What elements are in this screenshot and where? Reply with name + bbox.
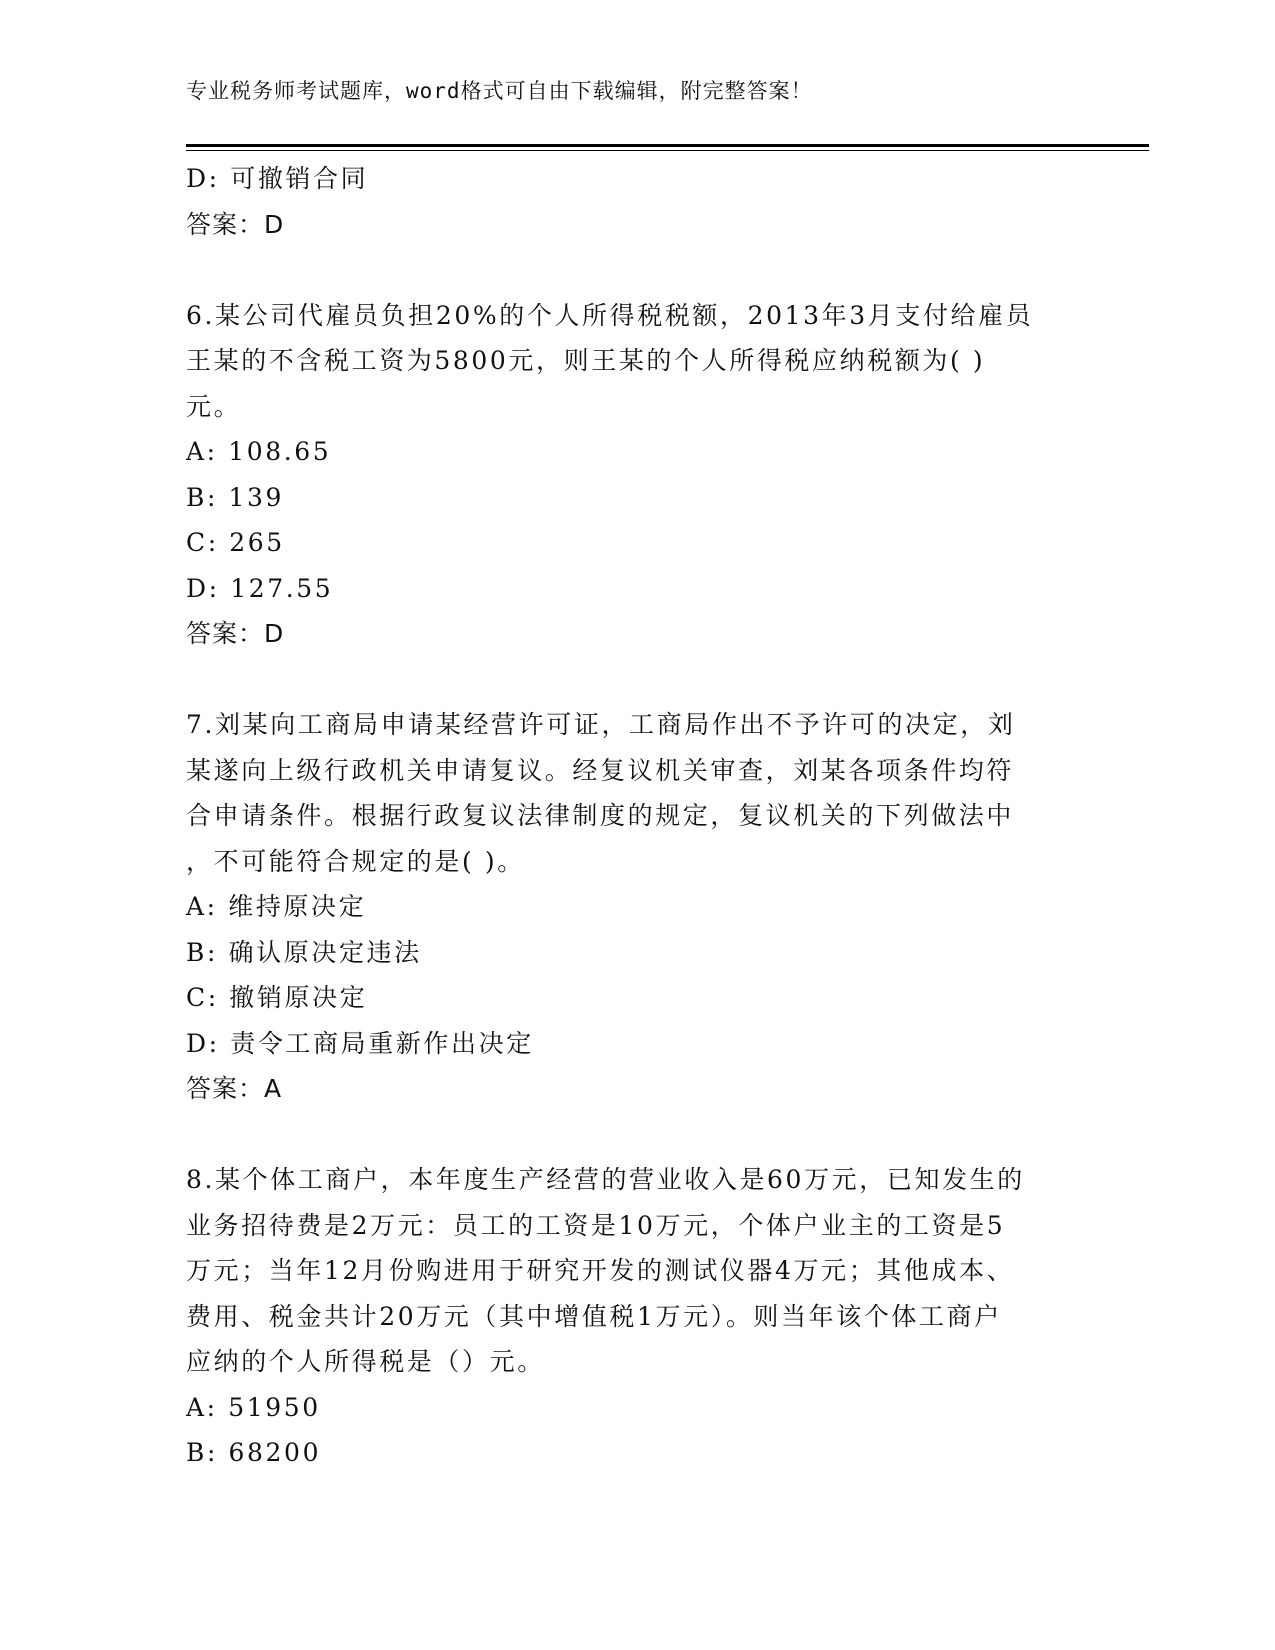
- document-body: [186, 156, 1086, 1476]
- question-text-line: 元。: [186, 391, 242, 421]
- spacer: [186, 247, 1086, 293]
- option-b: B: 139: [186, 482, 285, 512]
- option-b: B: 确认原决定违法: [186, 937, 422, 967]
- option-a: A: 108.65: [186, 437, 332, 466]
- question-text-line: 8.某个体工商户，本年度生产经营的营业收入是60万元，已知发生的: [186, 1165, 1025, 1194]
- question-text-line: 合申请条件。根据行政复议法律制度的规定，复议机关的下列做法中: [186, 801, 1015, 830]
- question-7: [186, 702, 1086, 1112]
- question-text-line: ，不可能符合规定的是( )。: [186, 846, 525, 876]
- option-d: D: 责令工商局重新作出决定: [186, 1028, 534, 1058]
- page-header: 专业税务师考试题库，word格式可自由下载编辑，附完整答案！: [186, 79, 813, 103]
- question-text-line: 王某的不含税工资为5800元，则王某的个人所得税应纳税额为( ): [186, 346, 986, 375]
- question-text-line: 万元；当年12月份购进用于研究开发的测试仪器4万元；其他成本、: [186, 1256, 1015, 1285]
- question-text-line: 业务招待费是2万元：员工的工资是10万元，个体户业主的工资是5: [186, 1210, 1006, 1240]
- spacer: [186, 657, 1086, 703]
- answer-line: 答案：A: [186, 1074, 283, 1103]
- question-text-line: 7.刘某向工商局申请某经营许可证，工商局作出不予许可的决定，刘: [186, 710, 1016, 739]
- header-rule-thick: [186, 144, 1149, 147]
- option-d: D: 可撤销合同: [186, 164, 369, 193]
- option-c: C: 撤销原决定: [186, 983, 368, 1012]
- option-d: D: 127.55: [186, 573, 334, 603]
- option-a: A: 维持原决定: [186, 892, 367, 921]
- answer-line: 答案：D: [186, 619, 285, 648]
- question-8: [186, 1157, 1086, 1476]
- question-text-line: 某遂向上级行政机关申请复议。经复议机关审查，刘某各项条件均符: [186, 755, 1015, 785]
- question-text-line: 6.某公司代雇员负担20%的个人所得税税额，2013年3月支付给雇员: [186, 300, 1034, 330]
- option-c: C: 265: [186, 528, 285, 557]
- header-rule-thin: [186, 150, 1149, 151]
- question-text-line: 应纳的个人所得税是（）元。: [186, 1347, 545, 1376]
- option-a: A: 51950: [186, 1392, 321, 1422]
- question-6: [186, 293, 1086, 657]
- spacer: [186, 1112, 1086, 1158]
- answer-line: 答案：D: [186, 209, 285, 239]
- option-b: B: 68200: [186, 1438, 322, 1467]
- question-text-line: 费用、税金共计20万元（其中增值税1万元）。则当年该个体工商户: [186, 1301, 1002, 1331]
